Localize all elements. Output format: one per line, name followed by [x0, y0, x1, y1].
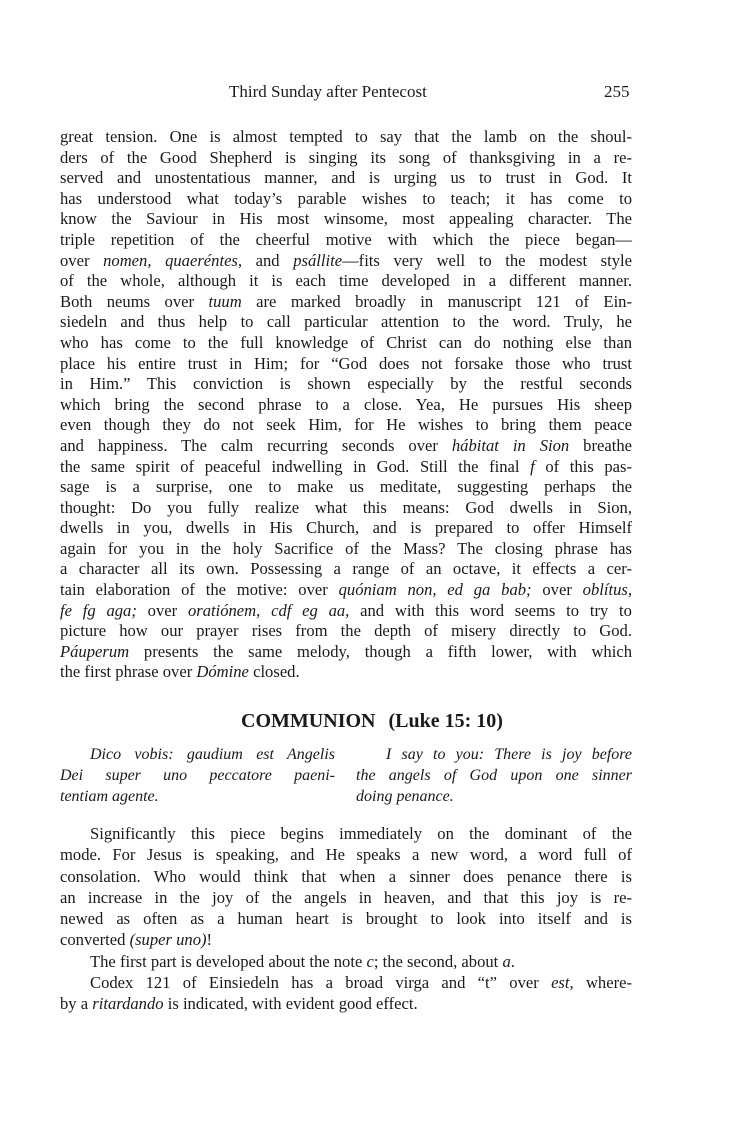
text-line: which bring the second phrase to a close. Yea, He pursues His sheep	[60, 394, 632, 414]
text-line: triple repetition of the cheerful motive with which the piece began—	[60, 229, 632, 249]
text-line: sage is a surprise, one to make us meditate, suggesting perhaps the	[60, 477, 632, 497]
section-title: COMMUNION	[241, 710, 376, 732]
text-line: again for you in the holy Sacrifice of the Mass? The closing phrase has	[60, 538, 632, 558]
text-line: fe fg aga; over oratiónem, cdf eg aa, and with this word seems to try to	[60, 600, 632, 620]
latin-line: Dico vobis: gaudium est Angelis	[90, 746, 335, 763]
text-line: the same spirit of peaceful indwelling in God. Still the final f of this pas-	[60, 456, 632, 476]
page-header	[0, 82, 744, 106]
text-line: Páuperum presents the same melody, though a fifth lower, with which	[60, 641, 632, 661]
text-line: who has come to the full knowledge of Christ can do nothing else than	[60, 332, 632, 352]
text-line: the first phrase over Dómine closed.	[60, 662, 300, 682]
commentary-line: consolation. Who would think that when a sinner does penance there is	[60, 866, 632, 886]
text-line: Both neums over tuum are marked broadly in manuscript 121 of Ein-	[60, 291, 633, 311]
commentary-line: The first part is developed about the note c; the second, about a.	[90, 951, 515, 971]
text-line: served and unostentatious manner, and is urging us to trust in God. It	[60, 168, 632, 188]
latin-line: tentiam agente.	[60, 788, 159, 805]
english-line: I say to you: There is joy before	[386, 746, 632, 763]
text-line: a character all its own. Possessing a range of an octave, it effects a cer-	[60, 559, 632, 579]
commentary-line: Codex 121 of Einsiedeln has a broad virga and “t” over est, where-	[90, 973, 633, 993]
english-line: doing penance.	[356, 788, 454, 805]
text-line: ders of the Good Shepherd is singing its song of thanksgiving in a re-	[60, 147, 632, 167]
body-paragraph	[60, 127, 632, 683]
commentary-line: by a ritardando is indicated, with evident good effect.	[60, 994, 418, 1014]
commentary-line: mode. For Jesus is speaking, and He speaks a new word, a word full of	[60, 845, 632, 865]
text-line: tain elaboration of the motive: over quóniam non, ed ga bab; over oblítus,	[60, 580, 632, 600]
commentary-line: an increase in the joy of the angels in heaven, and that this joy is re-	[60, 887, 632, 907]
section-heading	[0, 710, 744, 733]
text-line: dwells in you, dwells in His Church, and is prepared to offer Himself	[60, 518, 632, 538]
english-translation	[356, 744, 632, 807]
commentary-line: Significantly this piece begins immediately on the dominant of the	[90, 824, 632, 843]
commentary-line: newed as often as a human heart is brought to look into itself and is	[60, 909, 632, 929]
page-number: 255	[604, 82, 630, 101]
text-line: has understood what today’s parable wishes to teach; it has come to	[60, 188, 632, 208]
latin-line: Dei super uno peccatore paeni-	[60, 767, 335, 784]
text-line: place his entire trust in Him; for “God does not forsake those who trust	[60, 353, 632, 373]
commentary-line: converted (super uno)!	[60, 930, 213, 950]
text-line: and happiness. The calm recurring seconds over hábitat in Sion breathe	[60, 435, 632, 455]
text-line: in Him.” This conviction is shown especially by the restful seconds	[60, 374, 632, 394]
text-line: of the whole, although it is each time developed in a different manner.	[60, 271, 632, 291]
text-line: over nomen, quaeréntes, and psállite—fits very well to the modest style	[60, 250, 632, 270]
text-line: thought: Do you fully realize what this means: God dwells in Sion,	[60, 497, 632, 517]
running-head: Third Sunday after Pentecost	[229, 82, 427, 101]
text-line: picture how our prayer rises from the depth of misery directly to God.	[60, 621, 632, 641]
text-line: know the Saviour in His most winsome, most appealing character. The	[60, 209, 632, 229]
commentary-paragraph	[60, 823, 632, 1015]
scripture-reference: (Luke 15: 10)	[388, 710, 503, 732]
text-line: siedeln and thus help to call particular attention to the word. Truly, he	[60, 312, 632, 332]
english-line: the angels of God upon one sinner	[356, 767, 632, 784]
text-line: great tension. One is almost tempted to say that the lamb on the shoul-	[60, 127, 632, 146]
text-line: even though they do not seek Him, for He wishes to bring them peace	[60, 415, 632, 435]
latin-text	[60, 744, 335, 807]
